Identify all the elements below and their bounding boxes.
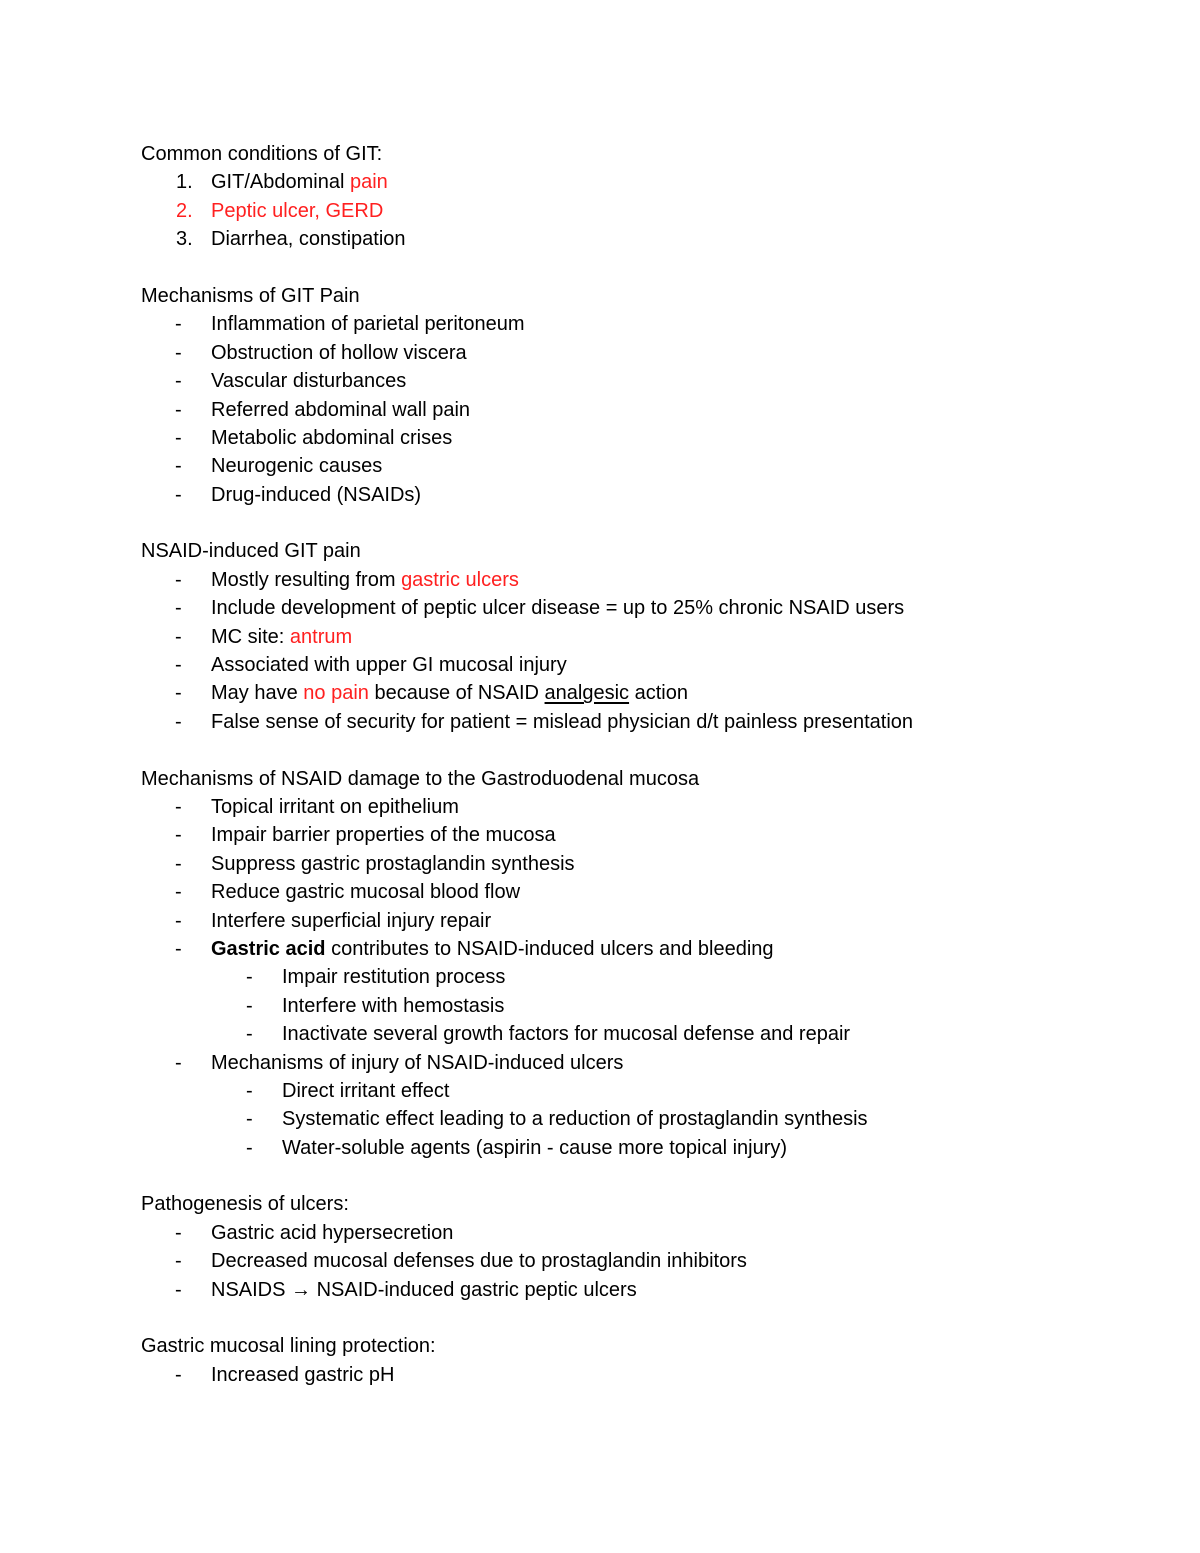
sub-list-item: [141, 1134, 1141, 1162]
item-text: contributes to NSAID-induced ulcers and bleeding: [325, 937, 774, 960]
section-heading: Gastric mucosal lining protection:: [141, 1335, 436, 1358]
blank-line: [141, 1304, 1141, 1332]
list-item: [141, 651, 1141, 679]
list-bullet: -: [175, 795, 182, 818]
list-bullet: -: [175, 568, 182, 591]
item-text: Reduce gastric mucosal blood flow: [211, 881, 521, 904]
item-text: Water-soluble agents (aspirin - cause more topical injury): [282, 1136, 788, 1159]
list-bullet: -: [175, 313, 182, 336]
highlighted-text: Peptic ulcer, GERD: [211, 199, 384, 222]
list-bullet: -: [175, 426, 182, 449]
list-item: [141, 168, 1141, 196]
list-bullet: -: [175, 1363, 182, 1386]
item-text: Increased gastric pH: [211, 1363, 395, 1386]
list-bullet: -: [246, 1079, 253, 1102]
item-text: Obstruction of hollow viscera: [211, 341, 467, 364]
item-text: Interfere superficial injury repair: [211, 909, 492, 932]
list-bullet: -: [175, 824, 182, 847]
list-bullet: -: [175, 1221, 182, 1244]
item-text: Impair barrier properties of the mucosa: [211, 824, 556, 847]
item-text: Topical irritant on epithelium: [211, 795, 459, 818]
list-bullet: -: [175, 597, 182, 620]
blank-line: [141, 1162, 1141, 1190]
item-text: Metabolic abdominal crises: [211, 426, 453, 449]
sub-list-item: [141, 1077, 1141, 1105]
list-item: [141, 878, 1141, 906]
item-text: Neurogenic causes: [211, 455, 383, 478]
item-text: Mechanisms of injury of NSAID-induced ulcers: [211, 1051, 624, 1074]
list-item: [141, 1049, 1141, 1077]
list-bullet: -: [175, 483, 182, 506]
list-item: [141, 594, 1141, 622]
list-bullet: -: [175, 881, 182, 904]
list-bullet: -: [175, 625, 182, 648]
item-text: Decreased mucosal defenses due to prostaglandin inhibitors: [211, 1250, 747, 1273]
list-bullet: -: [175, 909, 182, 932]
item-text: GIT/Abdominal: [211, 171, 350, 194]
list-item: [141, 793, 1141, 821]
list-number: 2.: [176, 199, 193, 222]
item-text: Drug-induced (NSAIDs): [211, 483, 422, 506]
list-item: [141, 850, 1141, 878]
list-item: [141, 907, 1141, 935]
sub-list-item: [141, 1105, 1141, 1133]
item-text: Include development of peptic ulcer disease = up to 25% chronic NSAID users: [211, 597, 905, 620]
item-text: Impair restitution process: [282, 966, 506, 989]
item-text: Direct irritant effect: [282, 1079, 450, 1102]
list-item: [141, 424, 1141, 452]
list-bullet: -: [246, 1023, 253, 1046]
highlighted-text: pain: [349, 171, 388, 194]
list-bullet: -: [175, 455, 182, 478]
bold-text: Gastric acid: [211, 937, 326, 960]
item-text: action: [629, 682, 688, 705]
item-text: Mostly resulting from: [211, 568, 402, 591]
highlighted-text: gastric ulcers: [401, 568, 519, 591]
underlined-text: analgesic: [544, 682, 630, 705]
item-text: Inactivate several growth factors for mucosal defense and repair: [282, 1023, 851, 1046]
item-text: Referred abdominal wall pain: [211, 398, 471, 421]
list-bullet: -: [175, 852, 182, 875]
list-number: 3.: [176, 228, 193, 251]
item-text: Interfere with hemostasis: [282, 994, 505, 1017]
item-text: because of NSAID: [368, 682, 545, 705]
highlighted-text: no pain: [303, 682, 369, 705]
list-bullet: -: [246, 994, 253, 1017]
list-item: [141, 935, 1141, 963]
section-heading: Mechanisms of NSAID damage to the Gastroduodenal mucosa: [141, 767, 700, 790]
list-bullet: -: [175, 370, 182, 393]
list-bullet: -: [175, 1051, 182, 1074]
list-item: [141, 310, 1141, 338]
item-text: Suppress gastric prostaglandin synthesis: [211, 852, 575, 875]
list-bullet: -: [175, 710, 182, 733]
list-bullet: -: [246, 1136, 253, 1159]
list-bullet: -: [175, 398, 182, 421]
list-bullet: -: [175, 682, 182, 705]
list-item: [141, 452, 1141, 480]
item-text: False sense of security for patient = mislead physician d/t painless presentation: [211, 710, 914, 733]
list-item: [141, 1219, 1141, 1247]
sub-list-item: [141, 992, 1141, 1020]
item-text: Diarrhea, constipation: [211, 228, 406, 251]
list-item: [141, 566, 1141, 594]
section-heading: Pathogenesis of ulcers:: [141, 1193, 349, 1216]
list-item: [141, 679, 1141, 707]
list-item: [141, 708, 1141, 736]
document-body: [141, 140, 1141, 1389]
blank-line: [141, 254, 1141, 282]
list-item: [141, 1361, 1141, 1389]
section-heading: Common conditions of GIT:: [141, 143, 383, 165]
item-text: Systematic effect leading to a reduction of prostaglandin synthesis: [282, 1108, 868, 1131]
list-bullet: -: [175, 937, 182, 960]
item-text: Vascular disturbances: [211, 370, 407, 393]
list-item: [141, 623, 1141, 651]
item-text: May have: [211, 682, 304, 705]
sub-list-item: [141, 1020, 1141, 1048]
list-bullet: -: [175, 341, 182, 364]
list-bullet: -: [175, 1278, 182, 1301]
list-item: [141, 197, 1141, 225]
item-text: NSAIDS → NSAID-induced gastric peptic ulcers: [211, 1278, 637, 1301]
list-bullet: -: [246, 966, 253, 989]
section-heading: Mechanisms of GIT Pain: [141, 284, 360, 307]
list-number: 1.: [176, 171, 193, 194]
list-item: [141, 396, 1141, 424]
list-item: [141, 339, 1141, 367]
highlighted-text: antrum: [289, 625, 353, 648]
sub-list-item: [141, 963, 1141, 991]
list-item: [141, 481, 1141, 509]
list-item: [141, 821, 1141, 849]
list-item: [141, 1247, 1141, 1275]
blank-line: [141, 509, 1141, 537]
item-text: MC site:: [211, 625, 290, 648]
item-text: Inflammation of parietal peritoneum: [211, 313, 525, 336]
list-bullet: -: [246, 1108, 253, 1131]
list-bullet: -: [175, 1250, 182, 1273]
blank-line: [141, 736, 1141, 764]
section-heading: NSAID-induced GIT pain: [141, 540, 361, 563]
item-text: Associated with upper GI mucosal injury: [211, 654, 567, 677]
list-item: [141, 1276, 1141, 1304]
list-item: [141, 225, 1141, 253]
list-item: [141, 367, 1141, 395]
item-text: Gastric acid hypersecretion: [211, 1221, 454, 1244]
list-bullet: -: [175, 654, 182, 677]
